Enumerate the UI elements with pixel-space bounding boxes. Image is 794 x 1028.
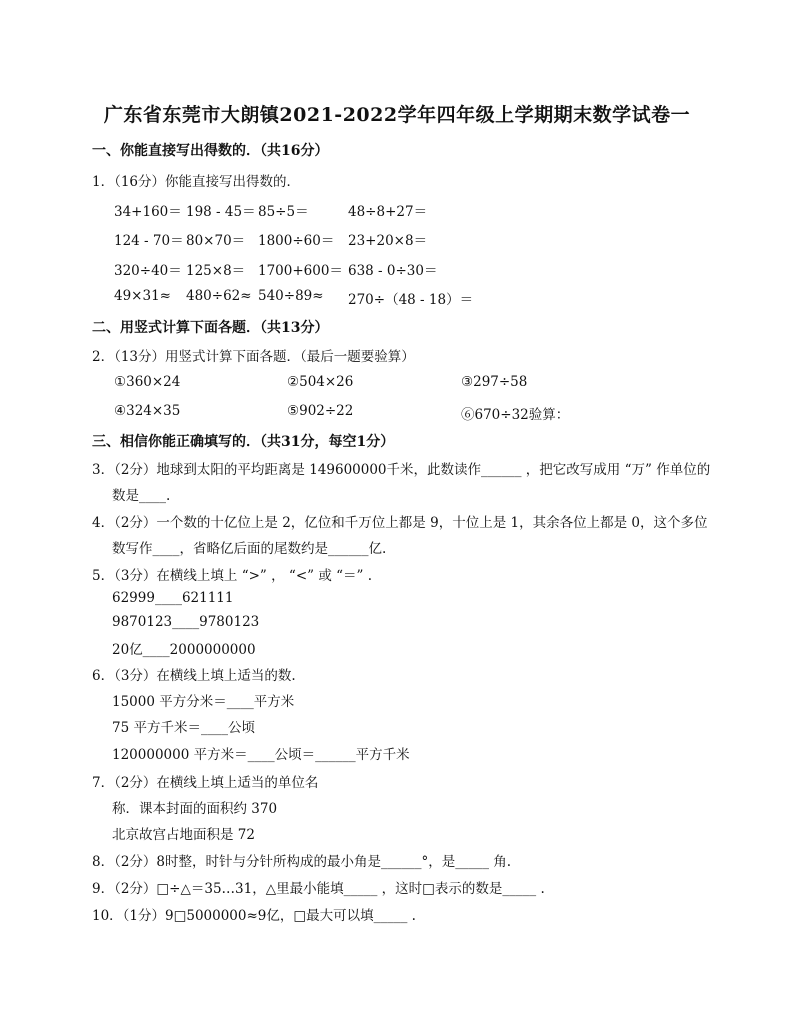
calc-item: 124 - 70＝ <box>114 233 184 249</box>
calc-item: 85÷5＝ <box>258 204 309 220</box>
calc-item: 23+20×8＝ <box>348 233 428 249</box>
question-9-text: 9．（2分）□÷△＝35…31，△里最小能填_____ ，这时□表示的数是_____ . <box>92 881 545 897</box>
question-3-text-cont: 数是____. <box>112 488 171 504</box>
vertical-calc-item: ①360×24 <box>114 374 181 390</box>
question-2-text: 2．（13分）用竖式计算下面各题．（最后一题要验算） <box>92 349 415 365</box>
question-1-text: 1．（16分）你能直接写出得数的． <box>92 174 301 190</box>
vertical-calc-item: ③297÷58 <box>461 374 528 390</box>
vertical-calc-item: ⑥670÷32验算： <box>461 407 570 423</box>
calc-item: 540÷89≈ <box>258 288 324 304</box>
calc-item: 34+160＝ <box>114 204 182 220</box>
calc-item: 49×31≈ <box>114 288 171 304</box>
calc-item: 80×70＝ <box>186 233 246 249</box>
question-4-text-cont: 数写作____，省略亿后面的尾数约是______亿. <box>112 541 387 557</box>
compare-item: 9870123____9780123 <box>112 614 260 630</box>
question-3-text: 3．（2分）地球到太阳的平均距离是 149600000千米，此数读作______ ，把它改写成用 “万” 作单位的 <box>92 462 711 478</box>
calc-item: 480÷62≈ <box>186 288 252 304</box>
calc-item: 638 - 0÷30＝ <box>348 263 438 279</box>
unit-convert-item: 15000 平方分米＝____平方米 <box>112 694 295 710</box>
calc-item: 1700+600＝ <box>258 263 343 279</box>
question-6-text: 6．（3分）在横线上填上适当的数. <box>92 668 296 684</box>
unit-convert-item: 120000000 平方米＝____公顷＝______平方千米 <box>112 747 410 763</box>
calc-item: 1800÷60＝ <box>258 233 335 249</box>
question-8-text: 8．（2分）8时整，时针与分针所构成的最小角是______°，是_____ 角. <box>92 854 512 870</box>
calc-item: 198 - 45＝ <box>186 204 256 220</box>
question-7-text: 7．（2分）在横线上填上适当的单位名 <box>92 775 319 791</box>
section-heading-3: 三、相信你能正确填写的．（共31分，每空1分） <box>92 434 395 450</box>
calc-item: 48÷8+27＝ <box>348 204 428 220</box>
question-4-text: 4．（2分）一个数的十亿位上是 2，亿位和千万位上都是 9，十位上是 1，其余各位上都是 0，这个多位 <box>92 515 708 531</box>
compare-item: 20亿____2000000000 <box>112 642 256 658</box>
section-heading-2: 二、用竖式计算下面各题．（共13分） <box>92 320 329 336</box>
vertical-calc-item: ⑤902÷22 <box>287 403 354 419</box>
unit-name-item: 北京故宫占地面积是 72 <box>112 827 255 843</box>
section-heading-1: 一、你能直接写出得数的．（共16分） <box>92 143 329 159</box>
unit-name-item: 称．课本封面的面积约 370 <box>112 801 278 817</box>
question-10-text: 10．（1分）9□5000000≈9亿，□最大可以填_____ . <box>92 908 416 924</box>
compare-item: 62999____621111 <box>112 590 234 606</box>
calc-item: 125×8＝ <box>186 263 246 279</box>
vertical-calc-item: ②504×26 <box>287 374 354 390</box>
question-5-text: 5．（3分）在横线上填上 “>” ， “<” 或 “＝” . <box>92 568 372 584</box>
page-title: 广东省东莞市大朗镇2021-2022学年四年级上学期期末数学试卷一 <box>103 104 691 126</box>
calc-item: 270÷（48 - 18）＝ <box>348 292 474 308</box>
calc-item: 320÷40＝ <box>114 263 182 279</box>
unit-convert-item: 75 平方千米＝____公顷 <box>112 720 255 736</box>
vertical-calc-item: ④324×35 <box>114 403 181 419</box>
